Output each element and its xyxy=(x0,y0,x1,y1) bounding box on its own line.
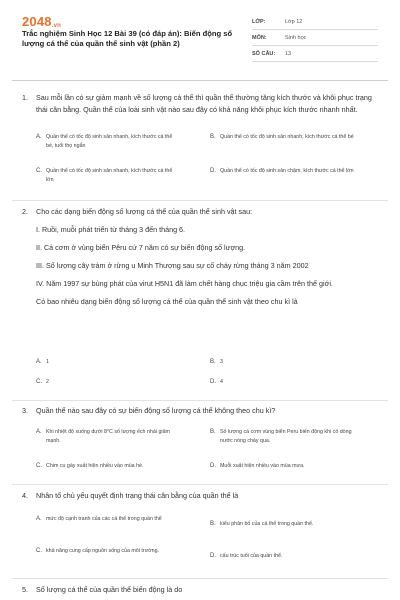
meta-label: SỐ CÂU: xyxy=(252,50,276,57)
option-text: kiểu phân bố của cá thể trong quần thể. xyxy=(220,521,314,527)
question-1 xyxy=(22,92,382,116)
option-text: khả năng cung cấp nguồn sống của môi trường. xyxy=(46,548,160,554)
question-prompt: Có bao nhiêu dạng biến động số lượng cá thể của quần thể sinh vật theo chu kì là xyxy=(36,297,298,306)
question-number: 2. xyxy=(22,207,28,216)
question-text: Quần thể nào sau đây có sự biến động số lượng cá thể không theo chu kì? xyxy=(36,406,276,415)
meta-value: Sinh học xyxy=(285,34,307,41)
option-a[interactable] xyxy=(36,358,181,367)
option-letter: B. xyxy=(210,359,216,365)
question-5 xyxy=(22,584,382,596)
divider xyxy=(12,400,388,401)
meta-label: MÔN: xyxy=(252,34,267,41)
option-letter: D. xyxy=(210,463,216,469)
option-letter: D. xyxy=(210,553,216,559)
question-4 xyxy=(22,490,382,502)
option-letter: D. xyxy=(210,168,216,174)
option-d[interactable] xyxy=(210,167,355,176)
option-d[interactable] xyxy=(210,462,355,471)
question-text: Sau mỗi lần có sự giảm mạnh về số lượng cá thể thì quần thể thường tăng kích thước và khôi phục trạng thái cân bằng. Quần thể của loài sinh vật nào sau đây có khả năng khôi phục kích thước nhanh nhất. xyxy=(36,93,372,114)
question-number: 1. xyxy=(22,93,28,102)
option-d[interactable] xyxy=(210,552,355,561)
option-text: Quần thể có tốc độ sinh sản nhanh, kích thước cá thể lớn xyxy=(46,168,173,183)
option-c[interactable] xyxy=(36,167,181,185)
meta-label: LỚP: xyxy=(252,18,266,25)
header-divider xyxy=(12,80,388,81)
option-text: Chim cu gáy xuất hiện nhiều vào mùa hè. xyxy=(46,463,144,469)
option-letter: B. xyxy=(210,134,216,140)
header xyxy=(0,0,400,58)
question-number: 5. xyxy=(22,585,28,594)
option-text: Khi nhiệt độ xuống dưới 8°C số lượng ếch nhái giảm mạnh. xyxy=(46,429,170,444)
question-number: 3. xyxy=(22,406,28,415)
option-b[interactable] xyxy=(210,428,355,446)
option-letter: A. xyxy=(36,429,42,435)
option-text: Quần thể có tốc độ sinh sản nhanh, kích thước cá thể bé, tuổi thọ ngắn xyxy=(46,134,173,149)
option-b[interactable] xyxy=(210,133,355,142)
option-b[interactable] xyxy=(210,358,355,367)
option-letter: C. xyxy=(36,168,42,174)
question-text: Cho các dạng biến động số lượng cá thể của quần thể sinh vật sau: xyxy=(36,207,253,216)
option-text: Quần thể có tốc độ sinh sản chậm, kích thước cá thể lớn xyxy=(220,168,354,174)
option-letter: A. xyxy=(36,134,42,140)
page-title: Trắc nghiệm Sinh Học 12 Bài 39 (có đáp án): Biến động số lượng cá thể của quần thể sinh vật (phần 2) xyxy=(22,29,233,48)
logo-suffix: .vn xyxy=(51,23,62,29)
option-text: Số lượng cá cơm vùng biển Peru biến động khi có dòng nước nóng chảy qua. xyxy=(220,429,352,444)
question-3 xyxy=(22,405,382,417)
divider xyxy=(12,484,388,485)
statement: II. Cá cơm ở vùng biển Pêru cứ 7 năm có sự biến động số lượng. xyxy=(36,243,246,252)
option-text: mức độ cạnh tranh của các cá thể trong quần thể xyxy=(46,516,162,522)
option-letter: B. xyxy=(210,429,216,435)
statement: I. Ruồi, muỗi phát triển từ tháng 3 đến tháng 6. xyxy=(36,225,186,234)
option-letter: C. xyxy=(36,379,42,385)
option-letter: A. xyxy=(36,516,42,522)
logo-text: 2048 xyxy=(22,14,52,29)
meta-row-count xyxy=(252,46,378,62)
option-text: 2 xyxy=(46,379,49,385)
option-text: Quần thể có tốc độ sinh sản nhanh, kích thước cá thể bé xyxy=(220,134,354,140)
question-number: 4. xyxy=(22,491,28,500)
option-letter: C. xyxy=(36,463,42,469)
option-text: 4 xyxy=(220,379,223,385)
meta-row-subject xyxy=(252,30,378,46)
option-letter: C. xyxy=(36,548,42,554)
meta-table xyxy=(252,14,378,62)
meta-row-class xyxy=(252,14,378,30)
option-letter: D. xyxy=(210,379,216,385)
option-a[interactable] xyxy=(36,515,181,524)
statement: III. Số lượng cây tràm ở rừng u Minh Thượng sau sự cố cháy rừng tháng 3 năm 2002 xyxy=(36,261,309,270)
question-text: Nhân tố chủ yếu quyết định trạng thái cân bằng của quần thể là xyxy=(36,491,239,500)
option-text: cấu trúc tuổi của quần thể. xyxy=(220,553,283,559)
option-c[interactable] xyxy=(36,378,181,387)
option-text: Muỗi xuất hiện nhiều vào mùa mưa. xyxy=(220,463,305,469)
option-text: 3 xyxy=(220,359,223,365)
option-d[interactable] xyxy=(210,378,355,387)
question-text: Số lượng cá thể của quần thể biến động là do xyxy=(36,585,183,594)
option-c[interactable] xyxy=(36,547,181,556)
option-b[interactable] xyxy=(210,520,355,529)
option-letter: A. xyxy=(36,359,42,365)
option-a[interactable] xyxy=(36,133,181,151)
divider xyxy=(12,200,388,201)
option-a[interactable] xyxy=(36,428,181,446)
option-text: 1 xyxy=(46,359,49,365)
meta-value: Lớp 12 xyxy=(285,18,303,25)
divider xyxy=(12,578,388,579)
option-letter: B. xyxy=(210,521,216,527)
question-2 xyxy=(22,206,382,308)
statement: IV. Năm 1997 sự bùng phát của virut H5N1 đã làm chết hàng chục triệu gia cầm trên thế giới. xyxy=(36,279,333,288)
meta-value: 13 xyxy=(285,50,292,57)
site-logo[interactable] xyxy=(22,14,61,29)
option-c[interactable] xyxy=(36,462,181,471)
